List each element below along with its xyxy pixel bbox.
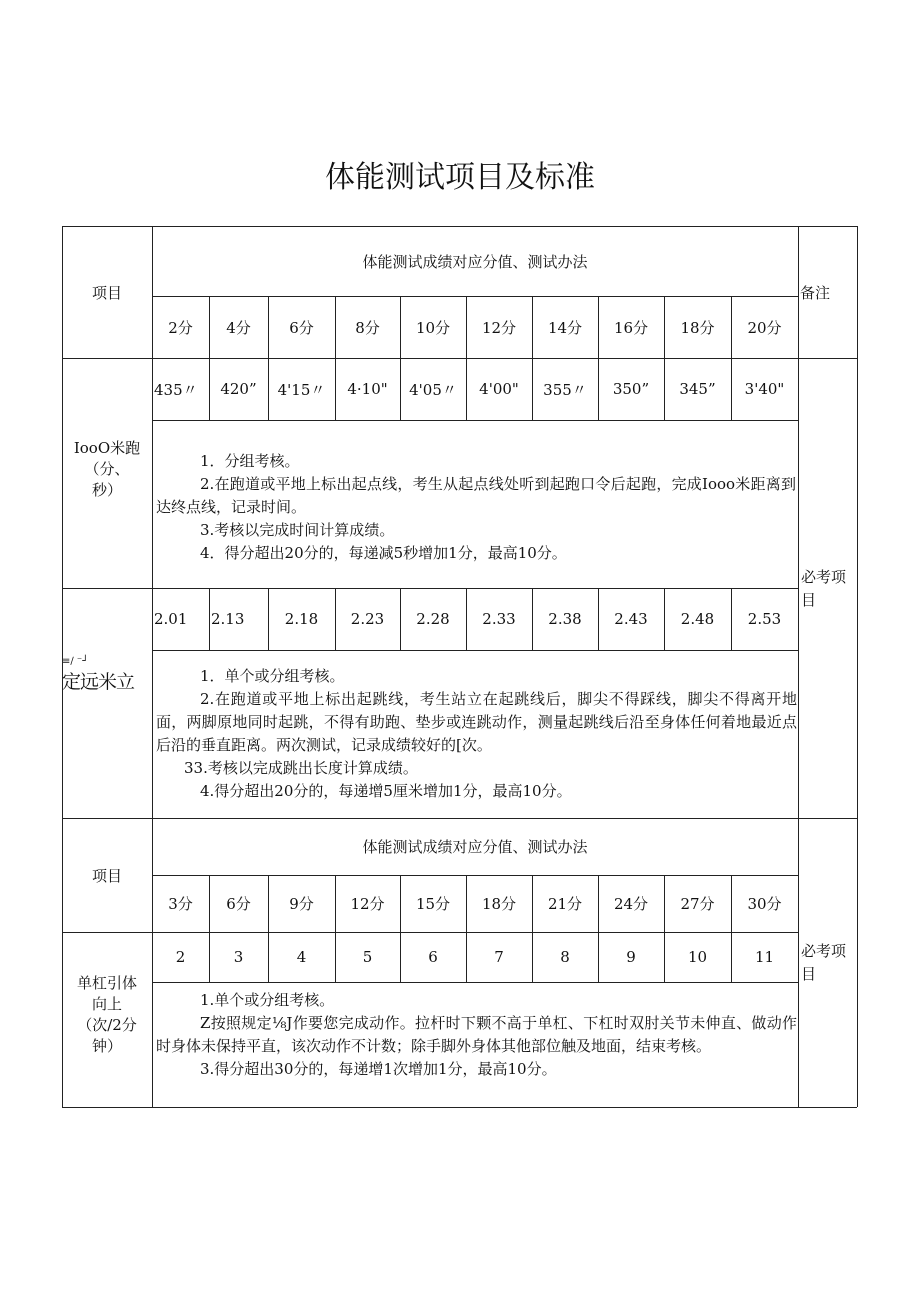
pullup-value-cell: 3	[233, 948, 244, 966]
score-caption: 体能测试成绩对应分值、测试办法	[362, 252, 588, 271]
score-header-cell-2: 3分	[168, 895, 193, 913]
pullup-value-cell: 5	[362, 948, 373, 966]
run-value-cell: 3'40"	[744, 380, 785, 398]
run-notes	[156, 450, 796, 565]
item-header-2: 项目	[91, 866, 122, 885]
pullup-label-line: （次/2分	[77, 1016, 137, 1034]
pullup-label-line: 钟）	[91, 1037, 122, 1055]
pullup-note-line: 1.单个或分组考核。	[200, 991, 335, 1009]
score-header-cell: 16分	[613, 318, 649, 337]
score-header-cell-2: 6分	[226, 895, 251, 913]
pullup-value-cell: 6	[428, 948, 438, 966]
run-value-cell: 355〃	[543, 380, 587, 399]
jump-value-cell: 2.13	[211, 610, 245, 628]
score-header-cell: 8分	[355, 318, 380, 337]
pullup-value-cell: 10	[687, 948, 708, 966]
pullup-value-cell: 9	[626, 948, 636, 966]
remark-column-rule	[798, 226, 799, 1107]
pullup-label-line: 向上	[91, 995, 122, 1013]
jump-value-cell: 2.48	[680, 610, 715, 628]
pullup-value-cell: 7	[494, 948, 504, 966]
pullup-values-rule	[152, 982, 798, 983]
score-header-cell-2: 21分	[547, 895, 583, 913]
table-right-rule	[857, 226, 858, 1107]
run-label-line: （分、	[84, 460, 130, 478]
run-value-cell: 4'05〃	[409, 380, 457, 399]
jump-note-line: 1．单个或分组考核。	[200, 667, 345, 685]
score-header-cell-2: 27分	[680, 895, 715, 913]
jump-value-cell: 2.23	[350, 610, 385, 628]
score-header-cell: 6分	[289, 318, 314, 337]
run-note-line: 2.在跑道或平地上标出起点线，考生从起点线处听到起跑口令后起跑，完成Iooo米距离到达终点线，记录时间。	[156, 475, 796, 516]
jump-value-cell: 2.18	[284, 610, 319, 628]
run-value-cell: 420”	[220, 380, 257, 398]
run-note-line: 1．分组考核。	[200, 452, 300, 470]
jump-note-line: 2.在跑道或平地上标出起跳线，考生站立在起跳线后，脚尖不得踩线，脚尖不得离开地面，两脚原地同时起跳，不得有助跑、垫步或连跳动作，测量起跳线后沿至身体任何着地最近点后沿的垂直距离。两次测试，记录成绩较好的[次。	[156, 690, 797, 754]
required-remark: 必考项目	[801, 568, 847, 609]
jump-value-cell: 2.53	[747, 610, 782, 628]
jump-values-rule	[152, 650, 798, 651]
score-header-cell: 12分	[481, 318, 517, 337]
run-note-line: 4．得分超出20分的，每递减5秒增加1分，最高10分。	[200, 544, 567, 562]
pullup-value-cell: 8	[560, 948, 570, 966]
score-header-cell-2: 12分	[350, 895, 385, 913]
score-header-cell: 2分	[168, 318, 193, 337]
run-label-line: IooO米跑	[73, 439, 141, 457]
jump-value-cell: 2.33	[482, 610, 516, 628]
pullup-note-line: Z按照规定⅛J作要您完成动作。拉杆时下颗不高于单杠、下杠时双肘关节未伸直、做动作时身体未保持平直，该次动作不计数；除手脚外身体其他部位触及地面，结束考核。	[156, 1014, 797, 1055]
score-caption-2: 体能测试成绩对应分值、测试办法	[362, 838, 588, 856]
run-value-cell: 350”	[612, 380, 650, 398]
score-header-cell-2: 30分	[747, 895, 782, 913]
score-header-cell: 4分	[226, 318, 251, 337]
run-value-cell: 4'15〃	[277, 380, 326, 399]
pullup-notes	[156, 989, 797, 1081]
score-header-cell-2: 24分	[613, 895, 649, 913]
score-header-cell: 20分	[747, 318, 782, 337]
required-remark-2: 必考项目	[801, 942, 847, 983]
run-value-cell: 4'00"	[479, 380, 519, 398]
pullup-item-label	[62, 973, 152, 1057]
jump-value-cell: 2.38	[548, 610, 582, 628]
run-note-line: 3.考核以完成时间计算成绩。	[200, 521, 395, 539]
page-title: 体能测试项目及标准	[325, 160, 595, 195]
jump-value-cell: 2.01	[154, 610, 188, 628]
score-header-cell: 18分	[680, 318, 715, 337]
run-item-label	[62, 438, 152, 501]
jump-item-label	[62, 656, 152, 696]
jump-note-line: 33.考核以完成跳出长度计算成绩。	[184, 759, 418, 777]
run-values-rule	[152, 420, 798, 421]
remark-header: 备注	[800, 283, 831, 302]
pullup-value-cell: 11	[754, 948, 775, 966]
pullup-value-cell: 2	[175, 948, 186, 966]
jump-notes	[156, 665, 797, 803]
jump-label-main: 定远米立	[62, 671, 135, 693]
run-value-cell: 4·10"	[347, 380, 388, 398]
jump-value-cell: 2.43	[614, 610, 648, 628]
run-value-cell: 345”	[679, 380, 716, 398]
score-header-cell: 10分	[415, 318, 451, 337]
pullup-label-line: 单杠引体	[76, 974, 137, 992]
table-bottom-rule	[62, 1107, 857, 1108]
score-header-cell-2: 9分	[289, 895, 314, 913]
run-value-cell: 435〃	[154, 380, 198, 399]
score-header-cell-2: 15分	[415, 895, 451, 913]
jump-label-small: ≡∕ ⁻┘	[62, 656, 89, 667]
item-header: 项目	[91, 283, 122, 302]
jump-note-line: 4.得分超出20分的，每递增5厘米增加1分，最高10分。	[200, 782, 572, 800]
pullup-value-cell: 4	[296, 948, 307, 966]
pullup-note-line: 3.得分超出30分的，每递增1次增加1分，最高10分。	[200, 1060, 557, 1078]
run-label-line: 秒）	[91, 481, 122, 499]
score-header-cell: 14分	[547, 318, 583, 337]
jump-value-cell: 2.28	[416, 610, 450, 628]
score-header-cell-2: 18分	[481, 895, 517, 913]
